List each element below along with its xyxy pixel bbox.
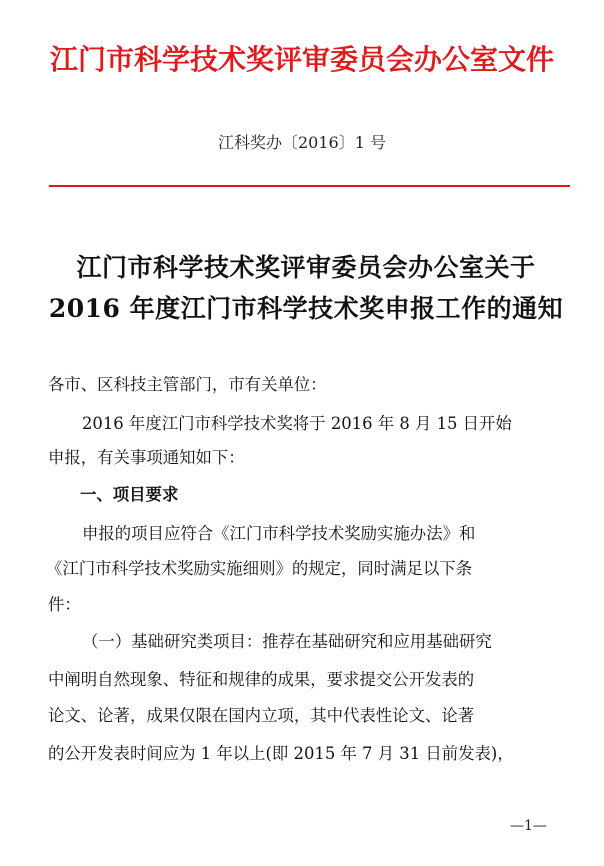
requirement-line-3: 件： <box>48 595 81 614</box>
basic-research-line-4: 的公开发表时间应为 1 年以上(即 2015 年 7 月 31 日前发表)， <box>48 744 514 763</box>
notice-title-line-2: 2016 年度江门市科学技术奖申报工作的通知 <box>48 294 564 323</box>
page-number: —1— <box>510 818 547 834</box>
intro-line-1: 2016 年度江门市科学技术奖将于 2016 年 8 月 15 日开始 <box>82 414 512 433</box>
section-heading-1: 一、项目要求 <box>80 485 179 504</box>
notice-title <box>36 247 576 329</box>
document-number: 江科奖办〔2016〕1 号 <box>218 133 386 152</box>
requirement-line-1: 申报的项目应符合《江门市科学技术奖励实施办法》和 <box>82 524 476 543</box>
basic-research-line-3: 论文、论著，成果仅限在国内立项，其中代表性论文、论著 <box>48 706 475 725</box>
requirement-line-2: 《江门市科学技术奖励实施细则》的规定，同时满足以下条 <box>46 559 473 578</box>
notice-title-line-1: 江门市科学技术奖评审委员会办公室关于 <box>76 253 536 282</box>
document-header-title: 江门市科学技术奖评审委员会办公室文件 <box>49 43 554 76</box>
red-divider-rule <box>49 185 570 187</box>
basic-research-line-2: 中阐明自然现象、特征和规律的成果，要求提交公开发表的 <box>48 670 475 689</box>
addressee-line: 各市、区科技主管部门，市有关单位： <box>48 375 327 394</box>
intro-line-2: 申报，有关事项通知如下： <box>48 448 245 467</box>
basic-research-line-1: （一）基础研究类项目：推荐在基础研究和应用基础研究 <box>82 632 492 651</box>
